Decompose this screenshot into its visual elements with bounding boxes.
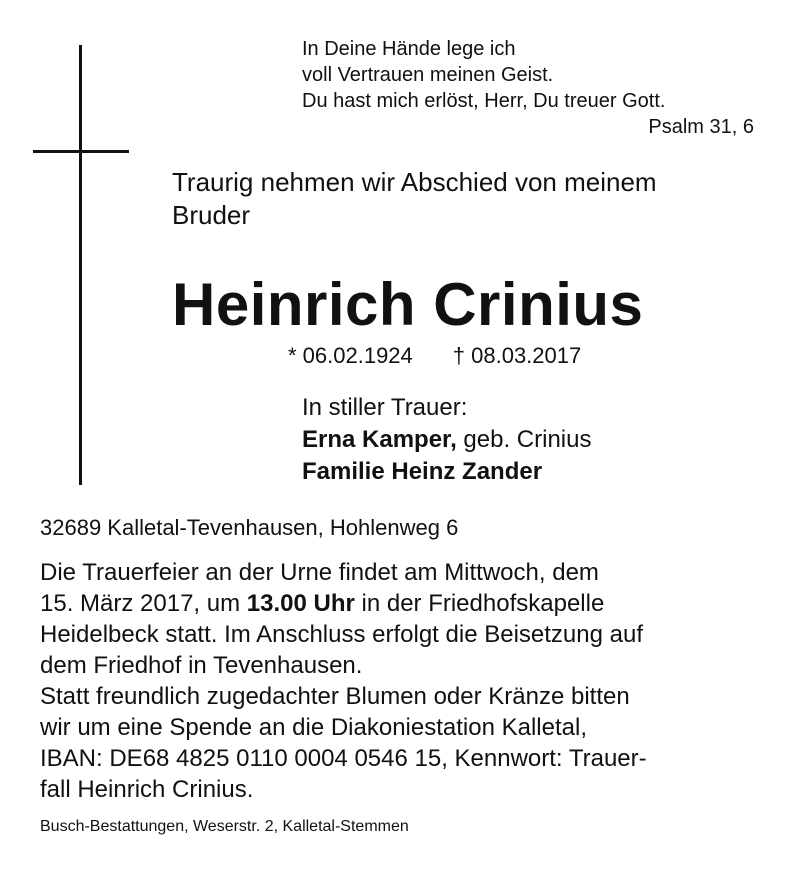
birth-date: * 06.02.1924 [288,343,413,368]
notice-line: wir um eine Spende an die Diakoniestation Kalletal, [40,714,587,741]
psalm-reference: Psalm 31, 6 [648,116,754,138]
psalm-line: voll Vertrauen meinen Geist. [302,64,554,86]
intro-line: Bruder [172,200,251,230]
death-date: † 08.03.2017 [452,343,582,368]
funeral-notice [40,557,647,805]
intro-line: Traurig nehmen wir Abschied von meinem [172,167,657,197]
intro-text [172,166,657,232]
life-dates [288,342,581,370]
deceased-name: Heinrich Crinius [172,271,644,338]
psalm-line: Du hast mich erlöst, Herr, Du treuer Gott. [302,90,666,112]
ceremony-time: 13.00 Uhr [246,590,355,617]
mourners-heading: In stiller Trauer: [302,394,468,421]
psalm-verse [302,36,665,114]
mourner-maiden-name: geb. Crinius [456,426,592,453]
funeral-home-footer: Busch-Bestattungen, Weserstr. 2, Kalletal-Stemmen [40,818,409,835]
notice-line: IBAN: DE68 4825 0110 0004 0546 15, Kennwort: Trauer- [40,745,647,772]
notice-line: Heidelbeck statt. Im Anschluss erfolgt die Beisetzung auf [40,621,643,648]
notice-line: Die Trauerfeier an der Urne findet am Mittwoch, dem [40,559,599,586]
mourners-block [302,392,591,488]
mourner-name: Erna Kamper, [302,426,457,453]
address: 32689 Kalletal-Tevenhausen, Hohlenweg 6 [40,515,459,540]
mourner-person [302,424,591,456]
notice-line: Statt freundlich zugedachter Blumen oder Kränze bitten [40,683,630,710]
notice-line: 15. März 2017, um 13.00 Uhr in der Friedhofskapelle [40,590,605,617]
mourner-family: Familie Heinz Zander [302,458,543,485]
cross-vertical-bar [79,45,82,485]
notice-line: fall Heinrich Crinius. [40,776,254,803]
notice-line: dem Friedhof in Tevenhausen. [40,652,363,679]
psalm-line: In Deine Hände lege ich [302,38,516,60]
cross-horizontal-bar [33,150,129,153]
